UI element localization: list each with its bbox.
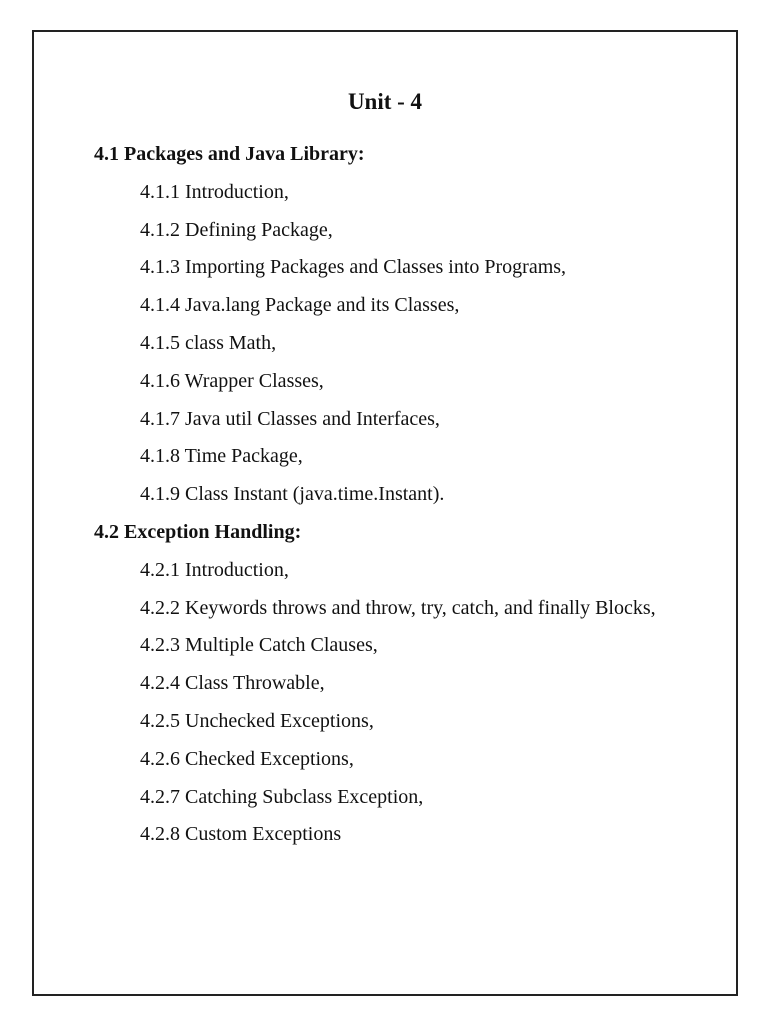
- section-heading: 4.1 Packages and Java Library:: [94, 143, 365, 165]
- topic-item: 4.1.7 Java util Classes and Interfaces,: [140, 407, 440, 430]
- unit-title: Unit - 4: [347, 89, 423, 114]
- topic-item: 4.2.6 Checked Exceptions,: [140, 747, 354, 770]
- section-4-1: [94, 136, 694, 514]
- topic-item: 4.1.3 Importing Packages and Classes into Programs,: [140, 256, 567, 279]
- topic-item: 4.1.9 Class Instant (java.time.Instant).: [140, 483, 445, 506]
- topic-item: 4.1.8 Time Package,: [140, 445, 303, 468]
- topic-item: 4.1.4 Java.lang Package and its Classes,: [140, 294, 460, 317]
- topic-item: 4.2.7 Catching Subclass Exception,: [140, 785, 424, 808]
- topic-item: 4.1.1 Introduction,: [140, 180, 289, 203]
- document-page: [32, 30, 738, 996]
- topic-item: 4.2.5 Unchecked Exceptions,: [140, 709, 374, 732]
- topic-item: 4.2.2 Keywords throws and throw, try, catch, and finally Blocks,: [140, 596, 656, 619]
- topic-item: 4.2.4 Class Throwable,: [140, 672, 325, 695]
- topic-item: 4.1.6 Wrapper Classes,: [140, 369, 324, 392]
- topic-item: 4.2.1 Introduction,: [140, 558, 289, 581]
- topic-item: 4.2.8 Custom Exceptions: [140, 823, 342, 846]
- section-heading: 4.2 Exception Handling:: [94, 520, 302, 543]
- topic-item: 4.1.2 Defining Package,: [140, 218, 333, 241]
- syllabus-content: [94, 136, 694, 854]
- section-4-2: [94, 514, 694, 854]
- topic-item: 4.2.3 Multiple Catch Clauses,: [140, 634, 378, 657]
- topic-item: 4.1.5 class Math,: [140, 331, 277, 354]
